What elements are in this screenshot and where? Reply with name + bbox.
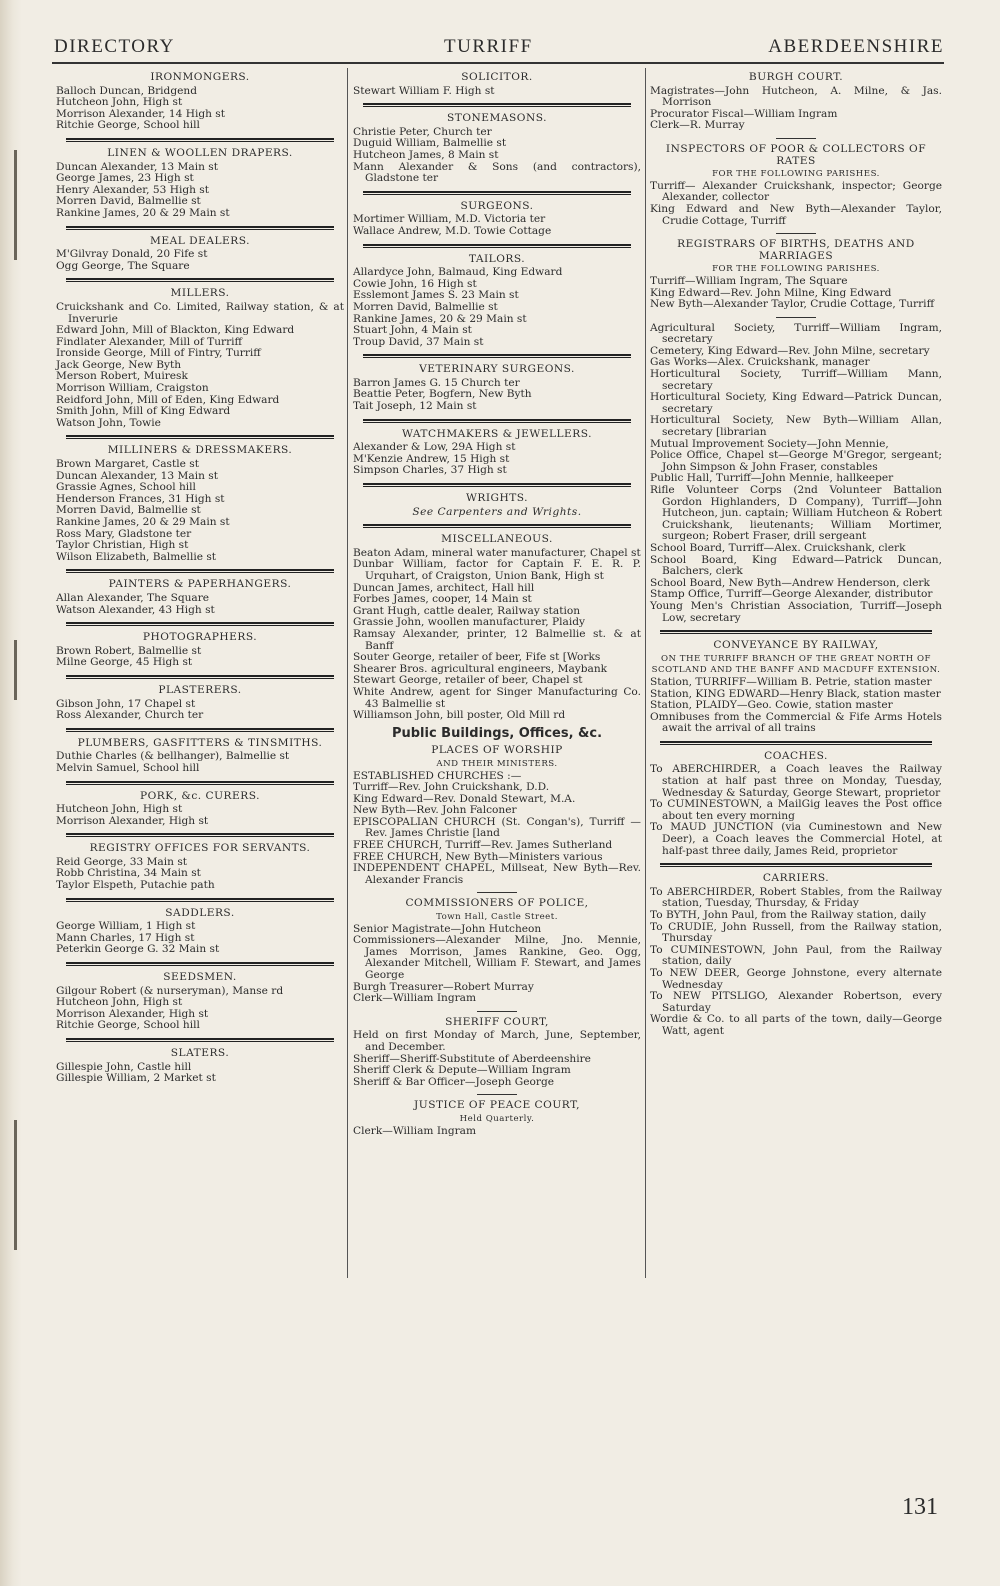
directory-entry: Duguid William, Balmellie st <box>353 137 507 150</box>
directory-entry: Public Hall, Turriff—John Mennie, hallkeeper <box>650 472 894 485</box>
section-divider <box>66 675 334 680</box>
directory-section <box>353 493 641 518</box>
section-subtitle: Held Quarterly. <box>459 1113 535 1124</box>
directory-entry: Station, TURRIFF—William B. Petrie, station master <box>650 675 932 688</box>
directory-entry: Peterkin George G. 32 Main st <box>56 943 220 956</box>
directory-entry: To CUMINESTOWN, John Paul, from the Railway station, daily <box>650 943 942 968</box>
directory-section <box>650 873 942 1037</box>
section-title: REGISTRARS OF BIRTHS, DEATHS AND MARRIAGES <box>677 238 915 262</box>
short-divider <box>477 892 517 893</box>
directory-section <box>56 148 344 220</box>
directory-section <box>650 72 942 132</box>
directory-entry: Brown Robert, Balmellie st <box>56 644 202 657</box>
directory-entry: Jack George, New Byth <box>56 358 182 371</box>
section-title: PHOTOGRAPHERS. <box>142 631 258 644</box>
section-subtitle: AND THEIR MINISTERS. <box>436 758 558 769</box>
section-divider <box>363 191 631 196</box>
directory-entry: Clerk—William Ingram <box>353 1124 477 1137</box>
directory-entry: Ross Alexander, Church ter <box>56 709 204 722</box>
directory-section <box>353 725 641 741</box>
section-title: CARRIERS. <box>762 872 830 885</box>
directory-entry: To ABERCHIRDER, Robert Stables, from the Railway station, Tuesday, Thursday, & Friday <box>650 885 942 910</box>
page-gutter <box>0 0 22 1586</box>
directory-entry: Stuart John, 4 Main st <box>353 324 472 337</box>
directory-entry: Troup David, 37 Main st <box>353 335 484 348</box>
section-title: SEEDSMEN. <box>163 971 237 984</box>
section-title: IRONMONGERS. <box>150 71 250 83</box>
column-1 <box>56 70 344 1091</box>
directory-entry: Procurator Fiscal—William Ingram <box>650 107 838 120</box>
directory-entry: Cowie John, 16 High st <box>353 277 477 290</box>
directory-entry: Morrison Alexander, 14 High st <box>56 107 225 120</box>
directory-entry: Wordie & Co. to all parts of the town, daily—George Watt, agent <box>650 1013 942 1037</box>
directory-entry: Shearer Bros. agricultural engineers, Maybank <box>353 662 608 675</box>
section-divider <box>363 483 631 488</box>
directory-entry: School Board, New Byth—Andrew Henderson, clerk <box>650 576 930 589</box>
short-divider <box>477 1094 517 1095</box>
section-divider <box>66 435 334 440</box>
directory-entry: Smith John, Mill of King Edward <box>56 405 231 418</box>
directory-entry: Senior Magistrate—John Hutcheon <box>353 922 542 935</box>
directory-entry: Cemetery, King Edward—Rev. John Milne, secretary <box>650 344 930 357</box>
directory-entry: King Edward—Rev. John Milne, King Edward <box>650 286 892 299</box>
header-left: DIRECTORY <box>54 36 175 57</box>
directory-entry: To ABERCHIRDER, a Coach leaves the Railway station at half past three on Monday, Tuesday, Wednesday & Saturday, George Stewart, proprietor <box>650 763 942 799</box>
directory-entry: Wilson Elizabeth, Balmellie st <box>56 550 217 563</box>
binding-mark <box>14 1120 17 1250</box>
directory-entry: INDEPENDENT CHAPEL, Millseat, New Byth—Rev. Alexander Francis <box>353 862 641 886</box>
directory-section <box>56 632 344 669</box>
section-divider <box>363 354 631 359</box>
directory-section <box>353 534 641 722</box>
section-title: PLASTERERS. <box>158 683 242 696</box>
section-title: PAINTERS & PAPERHANGERS. <box>108 578 292 591</box>
directory-entry: Station, KING EDWARD—Henry Black, station master <box>650 687 941 700</box>
directory-entry: ESTABLISHED CHURCHES :— <box>353 769 522 782</box>
directory-section <box>353 1100 641 1137</box>
cross-reference-note: See Carpenters and Wrights. <box>412 505 582 518</box>
section-divider <box>66 781 334 786</box>
directory-entry: Milne George, 45 High st <box>56 656 193 669</box>
section-divider <box>363 103 631 108</box>
directory-entry: Ramsay Alexander, printer, 12 Balmellie st. & at Banff <box>353 627 641 652</box>
section-divider <box>363 524 631 529</box>
directory-entry: Edward John, Mill of Blackton, King Edward <box>56 324 295 337</box>
section-divider <box>66 278 334 283</box>
directory-entry: Rankine James, 20 & 29 Main st <box>56 516 230 528</box>
directory-entry: Morrison William, Craigston <box>56 382 209 395</box>
directory-entry: King Edward and New Byth—Alexander Taylor, Crudie Cottage, Turriff <box>650 202 942 227</box>
directory-section <box>56 685 344 722</box>
directory-section <box>56 288 344 429</box>
directory-entry: Turriff—Rev. John Cruickshank, D.D. <box>353 781 550 794</box>
directory-entry: To CUMINESTOWN, a MailGig leaves the Post office about ten every morning <box>650 798 942 822</box>
directory-section <box>650 239 942 311</box>
section-title: MEAL DEALERS. <box>149 234 250 247</box>
section-subtitle: FOR THE FOLLOWING PARISHES. <box>712 169 880 180</box>
directory-entry: Beattie Peter, Bogfern, New Byth <box>353 388 532 401</box>
section-divider <box>66 622 334 627</box>
section-divider <box>660 863 932 868</box>
directory-entry: Ross Mary, Gladstone ter <box>56 527 192 540</box>
directory-entry: Ritchie George, School hill <box>56 1019 200 1032</box>
section-title: SADDLERS. <box>165 906 235 919</box>
directory-entry: M'Gilvray Donald, 20 Fife st <box>56 248 208 261</box>
header-right: ABERDEENSHIRE <box>768 36 944 57</box>
directory-entry: Reid George, 33 Main st <box>56 855 188 868</box>
directory-entry: To NEW PITSLIGO, Alexander Robertson, every Saturday <box>650 990 942 1014</box>
directory-section <box>353 113 641 185</box>
section-subtitle: ON THE TURRIFF BRANCH OF THE GREAT NORTH OF SCOTLAND AND THE BANFF AND MACDUFF EXTENSION. <box>651 653 941 676</box>
directory-entry: Omnibuses from the Commercial & Fife Arms Hotels await the arrival of all trains <box>650 710 942 735</box>
directory-entry: New Byth—Alexander Taylor, Crudie Cottage, Turriff <box>650 298 935 311</box>
directory-section <box>650 640 942 735</box>
directory-entry: Morrison Alexander, High st <box>56 814 209 827</box>
directory-entry: Duncan James, architect, Hall hill <box>353 581 535 594</box>
section-divider <box>660 630 932 635</box>
directory-entry: Morren David, Balmellie st <box>353 300 498 313</box>
directory-section <box>56 791 344 828</box>
directory-entry: M'Kenzie Andrew, 15 High st <box>353 452 510 465</box>
directory-section <box>56 972 344 1032</box>
directory-section <box>353 201 641 238</box>
directory-entry: King Edward—Rev. Donald Stewart, M.A. <box>353 792 576 805</box>
directory-entry: Mann Charles, 17 High st <box>56 931 195 944</box>
directory-entry: Mutual Improvement Society—John Mennie, <box>650 437 889 450</box>
section-title: STONEMASONS. <box>447 112 547 125</box>
directory-entry: Police Office, Chapel st—George M'Gregor, sergeant; John Simpson & John Fraser, constables <box>650 449 942 473</box>
directory-entry: Rifle Volunteer Corps (2nd Volunteer Battalion Gordon Highlanders, D Company), Turriff—John Hutcheon, jun. captain; William Hutcheon & Robert Cruickshank, lieutenants; William Mortimer, surgeon; Robert Fraser, drill sergeant <box>650 484 942 543</box>
directory-entry: Dunbar William, factor for Captain F. E. R. P. Urquhart, of Craigston, Union Bank, High st <box>353 558 641 582</box>
directory-entry: Wallace Andrew, M.D. Towie Cottage <box>353 224 552 237</box>
directory-section <box>650 144 942 227</box>
section-title: PLACES OF WORSHIP <box>431 744 563 757</box>
directory-entry: Brown Margaret, Castle st <box>56 458 199 471</box>
directory-entry: Mann Alexander & Sons (and contractors), Gladstone ter <box>353 160 641 185</box>
directory-section <box>56 579 344 616</box>
directory-entry: Reidford John, Mill of Eden, King Edward <box>56 393 280 406</box>
section-title: SURGEONS. <box>460 199 534 212</box>
short-divider <box>776 317 816 318</box>
directory-entry: George William, 1 High st <box>56 920 196 933</box>
directory-entry: Stamp Office, Turriff—George Alexander, distributor <box>650 588 933 601</box>
section-divider <box>66 569 334 574</box>
directory-entry: Tait Joseph, 12 Main st <box>353 400 477 413</box>
directory-section <box>650 323 942 624</box>
directory-section <box>353 745 641 886</box>
directory-entry: Rankine James, 20 & 29 Main st <box>353 312 527 325</box>
directory-entry: Duncan Alexander, 13 Main st <box>56 469 218 482</box>
section-title: WATCHMAKERS & JEWELLERS. <box>401 427 592 440</box>
section-subtitle: Town Hall, Castle Street. <box>436 912 558 923</box>
directory-entry: Gillespie William, 2 Market st <box>56 1072 216 1085</box>
directory-entry: White Andrew, agent for Singer Manufacturing Co. 43 Balmellie st <box>353 685 641 710</box>
section-heading: Public Buildings, Offices, &c. <box>391 725 603 741</box>
section-title: CONVEYANCE BY RAILWAY, <box>713 639 879 652</box>
directory-entry: Findlater Alexander, Mill of Turriff <box>56 335 243 348</box>
directory-entry: Watson Alexander, 43 High st <box>56 603 215 616</box>
directory-entry: Cruickshank and Co. Limited, Railway station, & at Inverurie <box>56 300 344 325</box>
short-divider <box>477 1011 517 1012</box>
directory-entry: Duthie Charles (& bellhanger), Balmellie st <box>56 750 290 763</box>
directory-entry: Duncan Alexander, 13 Main st <box>56 160 218 173</box>
directory-entry: Watson John, Towie <box>56 416 161 429</box>
directory-entry: Taylor Christian, High st <box>56 539 189 552</box>
section-title: REGISTRY OFFICES FOR SERVANTS. <box>89 842 311 855</box>
running-header <box>52 36 944 62</box>
directory-entry: Rankine James, 20 & 29 Main st <box>56 206 230 219</box>
directory-section <box>56 908 344 956</box>
section-divider <box>66 898 334 903</box>
directory-entry: Held on first Monday of March, June, September, and December. <box>353 1029 641 1053</box>
header-rule <box>52 62 944 64</box>
directory-entry: Alexander & Low, 29A High st <box>353 441 516 454</box>
directory-entry: Sheriff—Sheriff-Substitute of Aberdeenshire <box>353 1052 591 1065</box>
page-number: 131 <box>902 1494 938 1520</box>
directory-entry: Barron James G. 15 Church ter <box>353 376 520 389</box>
section-divider <box>66 226 334 231</box>
directory-entry: Gibson John, 17 Chapel st <box>56 697 196 710</box>
directory-entry: Commissioners—Alexander Milne, Jno. Mennie, James Morrison, James Rankine, Geo. Ogg, Alexander Mitchell, William F. Stewart, and James George <box>353 934 641 981</box>
directory-entry: Sheriff Clerk & Depute—William Ingram <box>353 1064 571 1077</box>
section-title: JUSTICE OF PEACE COURT, <box>414 1099 580 1112</box>
directory-entry: Hutcheon John, High st <box>56 803 183 816</box>
directory-entry: Taylor Elspeth, Putachie path <box>56 879 215 892</box>
directory-entry: Christie Peter, Church ter <box>353 125 492 138</box>
directory-entry: Hutcheon John, High st <box>56 96 183 109</box>
directory-entry: Beaton Adam, mineral water manufacturer, Chapel st <box>353 546 641 559</box>
directory-entry: Morren David, Balmellie st <box>56 195 201 208</box>
column-divider <box>645 68 646 1278</box>
directory-entry: Grant Hugh, cattle dealer, Railway station <box>353 604 581 617</box>
section-title: COACHES. <box>764 749 828 762</box>
section-divider <box>660 741 932 746</box>
directory-section <box>353 254 641 349</box>
directory-entry: Robb Christina, 34 Main st <box>56 867 201 880</box>
section-title: TAILORS. <box>468 252 526 265</box>
directory-entry: Balloch Duncan, Bridgend <box>56 84 197 97</box>
section-title: MILLERS. <box>170 287 230 300</box>
directory-entry: Horticultural Society, Turriff—William Mann, secretary <box>650 368 942 392</box>
directory-section <box>56 738 344 775</box>
directory-entry: Ogg George, The Square <box>56 259 190 272</box>
directory-entry: Grassie John, woollen manufacturer, Plaidy <box>353 616 586 629</box>
directory-entry: Station, PLAIDY—Geo. Cowie, station master <box>650 699 893 712</box>
directory-entry: To NEW DEER, George Johnstone, every alternate Wednesday <box>650 966 942 991</box>
directory-entry: Allan Alexander, The Square <box>56 591 210 604</box>
directory-entry: Ritchie George, School hill <box>56 119 200 132</box>
directory-entry: Forbes James, cooper, 14 Main st <box>353 593 532 606</box>
section-divider <box>66 833 334 838</box>
directory-entry: George James, 23 High st <box>56 172 194 185</box>
directory-entry: Horticultural Society, King Edward—Patrick Duncan, secretary <box>650 391 942 415</box>
short-divider <box>776 233 816 234</box>
directory-section <box>650 751 942 857</box>
directory-entry: Simpson Charles, 37 High st <box>353 464 507 477</box>
directory-entry: Melvin Samuel, School hill <box>56 761 200 774</box>
directory-entry: Horticultural Society, New Byth—William Allan, secretary [librarian <box>650 414 942 439</box>
directory-entry: Souter George, retailer of beer, Fife st [Works <box>353 651 601 664</box>
directory-entry: To BYTH, John Paul, from the Railway station, daily <box>650 909 927 921</box>
section-title: WRIGHTS. <box>465 492 529 505</box>
section-title: MILLINERS & DRESSMAKERS. <box>107 444 293 457</box>
directory-entry: Clerk—William Ingram <box>353 992 477 1005</box>
directory-section <box>56 445 344 563</box>
section-divider <box>363 244 631 249</box>
directory-entry: FREE CHURCH, New Byth—Ministers various <box>353 850 603 863</box>
section-title: LINEN & WOOLLEN DRAPERS. <box>107 146 293 159</box>
directory-entry: Williamson John, bill poster, Old Mill rd <box>353 709 566 722</box>
directory-entry: Hutcheon John, High st <box>56 996 183 1009</box>
directory-entry: FREE CHURCH, Turriff—Rev. James Sutherland <box>353 839 613 852</box>
section-title: INSPECTORS OF POOR & COLLECTORS OF RATES <box>665 142 927 167</box>
section-title: SHERIFF COURT, <box>445 1015 549 1028</box>
directory-entry: Grassie Agnes, School hill <box>56 481 196 494</box>
directory-entry: EPISCOPALIAN CHURCH (St. Congan's), Turriff —Rev. James Christie [land <box>353 815 641 840</box>
binding-mark <box>14 640 17 700</box>
directory-section <box>353 1017 641 1089</box>
directory-entry: Esslemont James S. 23 Main st <box>353 289 519 302</box>
directory-entry: New Byth—Rev. John Falconer <box>353 804 517 817</box>
section-title: SLATERS. <box>170 1047 230 1059</box>
directory-entry: Stewart George, retailer of beer, Chapel st <box>353 674 583 687</box>
directory-entry: Allardyce John, Balmaud, King Edward <box>353 266 563 279</box>
directory-entry: To MAUD JUNCTION (via Cuminestown and New Deer), a Coach leaves the Commercial Hotel, at half-past three daily, James Reid, proprietor <box>650 821 942 857</box>
directory-section <box>56 1048 344 1085</box>
short-divider <box>776 138 816 139</box>
directory-entry: Henderson Frances, 31 High st <box>56 492 225 505</box>
section-divider <box>66 138 334 143</box>
directory-entry: Ironside George, Mill of Fintry, Turriff <box>56 347 261 360</box>
directory-entry: Turriff—William Ingram, The Square <box>650 274 848 287</box>
directory-entry: Gilgour Robert (& nurseryman), Manse rd <box>56 984 284 997</box>
directory-entry: Turriff— Alexander Cruickshank, inspector; George Alexander, collector <box>650 179 942 204</box>
directory-section <box>353 364 641 412</box>
directory-section <box>353 429 641 477</box>
directory-entry: Agricultural Society, Turriff—William Ingram, secretary <box>650 321 942 346</box>
column-3 <box>650 70 942 1044</box>
directory-entry: Mortimer William, M.D. Victoria ter <box>353 213 546 226</box>
section-title: SOLICITOR. <box>461 71 533 83</box>
column-2 <box>353 70 641 1143</box>
directory-entry: Burgh Treasurer—Robert Murray <box>353 980 534 993</box>
section-title: PLUMBERS, GASFITTERS & TINSMITHS. <box>77 736 323 749</box>
directory-entry: Henry Alexander, 53 High st <box>56 183 209 196</box>
directory-entry: Morrison Alexander, High st <box>56 1007 209 1020</box>
section-title: VETERINARY SURGEONS. <box>419 363 575 376</box>
directory-section <box>56 236 344 273</box>
section-divider <box>363 419 631 424</box>
section-divider <box>66 1038 334 1043</box>
directory-entry: Hutcheon James, 8 Main st <box>353 148 499 161</box>
section-divider <box>66 728 334 733</box>
directory-entry: Magistrates—John Hutcheon, A. Milne, & Jas. Morrison <box>650 84 942 109</box>
directory-entry: Stewart William F. High st <box>353 84 495 97</box>
directory-section <box>353 72 641 97</box>
directory-entry: To CRUDIE, John Russell, from the Railway station, Thursday <box>650 920 942 945</box>
directory-entry: Morren David, Balmellie st <box>56 504 201 517</box>
directory-entry: Sheriff & Bar Officer—Joseph George <box>353 1075 555 1088</box>
section-title: COMMISSIONERS OF POLICE, <box>405 897 589 910</box>
section-subtitle: FOR THE FOLLOWING PARISHES. <box>712 264 880 275</box>
directory-entry: Merson Robert, Muiresk <box>56 370 188 383</box>
column-divider <box>347 68 348 1278</box>
directory-entry: School Board, King Edward—Patrick Duncan, Balchers, clerk <box>650 553 942 578</box>
section-title: PORK, &c. CURERS. <box>139 789 260 802</box>
directory-entry: Clerk—R. Murray <box>650 119 745 132</box>
binding-mark <box>14 150 17 260</box>
directory-entry: Young Men's Christian Association, Turriff—Joseph Low, secretary <box>650 599 942 624</box>
directory-entry: Gas Works—Alex. Cruickshank, manager <box>650 356 870 369</box>
directory-section <box>56 72 344 132</box>
section-title: BURGH COURT. <box>748 71 844 83</box>
directory-entry: School Board, Turriff—Alex. Cruickshank, clerk <box>650 541 906 554</box>
directory-entry: Gillespie John, Castle hill <box>56 1060 192 1073</box>
section-title: MISCELLANEOUS. <box>441 533 553 546</box>
directory-section <box>353 898 641 1004</box>
section-divider <box>66 962 334 967</box>
header-center: TURRIFF <box>444 36 533 57</box>
directory-section <box>56 843 344 891</box>
